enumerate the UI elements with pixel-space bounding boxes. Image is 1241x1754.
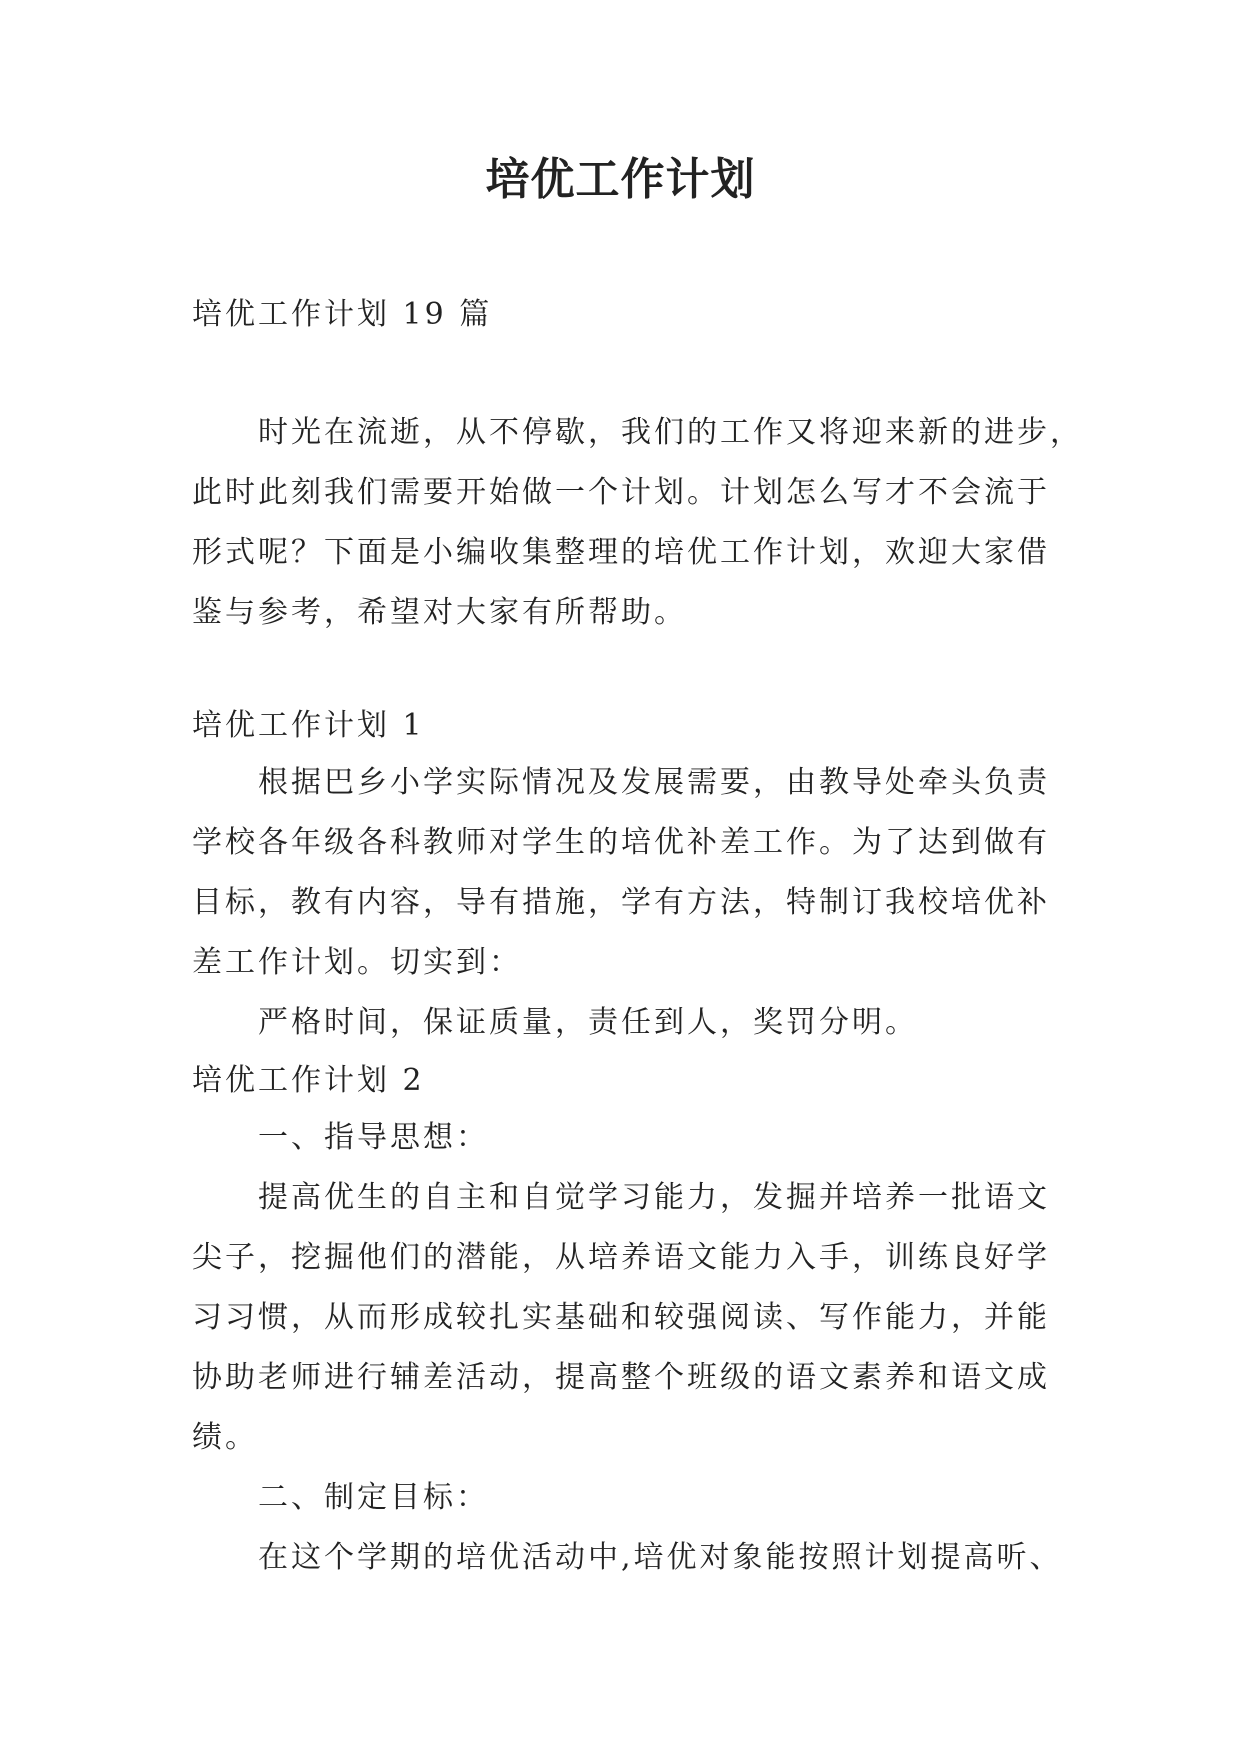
spacer (192, 643, 1052, 698)
plan1-paragraph-line: 目标，教有内容，导有措施，学有方法，特制订我校培优补 (192, 885, 1050, 920)
plan1-second-paragraph: 严格时间，保证质量，责任到人，奖罚分明。 (258, 1005, 918, 1040)
plan1-section (192, 698, 1052, 1053)
plan2-section2-heading: 二、制定目标： (258, 1480, 489, 1515)
document-subtitle: 培优工作计划 19 篇 (192, 297, 493, 332)
plan2-section (192, 1053, 1063, 1588)
plan2-section1-line: 协助老师进行辅差活动，提高整个班级的语文素养和语文成 (192, 1360, 1050, 1395)
spacer (192, 345, 1052, 403)
intro-line: 此时此刻我们需要开始做一个计划。计划怎么写才不会流于 (192, 475, 1050, 510)
plan2-section2-line: 在这个学期的培优活动中,培优对象能按照计划提高听、 (258, 1540, 1063, 1575)
plan2-section1-line: 习习惯，从而形成较扎实基础和较强阅读、写作能力，并能 (192, 1300, 1050, 1335)
plan2-section1-line: 绩。 (192, 1420, 258, 1455)
plan2-section1-line: 提高优生的自主和自觉学习能力，发掘并培养一批语文 (258, 1180, 1050, 1215)
intro-paragraph (192, 403, 1083, 643)
document-body (192, 285, 1083, 1588)
intro-line: 鉴与参考，希望对大家有所帮助。 (192, 595, 687, 630)
plan1-paragraph-line: 学校各年级各科教师对学生的培优补差工作。为了达到做有 (192, 825, 1050, 860)
plan1-heading: 培优工作计划 1 (192, 708, 425, 743)
intro-line: 时光在流逝，从不停歇，我们的工作又将迎来新的进步， (258, 415, 1083, 450)
plan2-section1-heading: 一、指导思想： (258, 1120, 489, 1155)
plan2-heading: 培优工作计划 2 (192, 1063, 425, 1098)
document-title: 培优工作计划 (485, 154, 756, 205)
plan2-section1-line: 尖子，挖掘他们的潜能，从培养语文能力入手，训练良好学 (192, 1240, 1050, 1275)
plan1-paragraph-line: 根据巴乡小学实际情况及发展需要，由教导处牵头负责 (258, 765, 1050, 800)
plan1-paragraph-line: 差工作计划。切实到： (192, 945, 522, 980)
intro-line: 形式呢？下面是小编收集整理的培优工作计划，欢迎大家借 (192, 535, 1050, 570)
